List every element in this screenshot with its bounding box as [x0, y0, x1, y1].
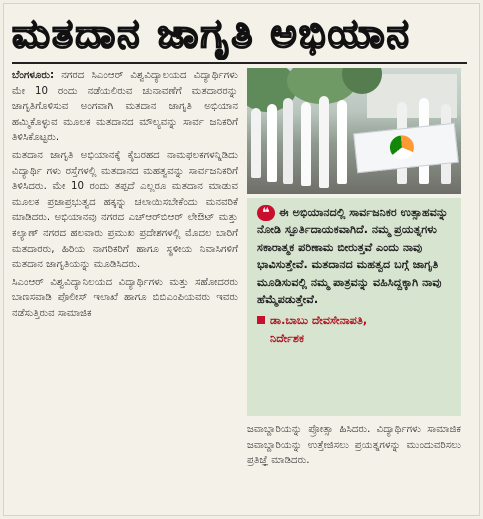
article-paragraph-3: ಸಿಎಂಆರ್ ವಿಶ್ವವಿದ್ಯಾನಿಲಯದ ವಿದ್ಯಾರ್ಥಿಗಳು ಮತ್ತು ಸಹೋದರರು ಬಾಣಸವಾಡಿ ಪೊಲೀಸ್ ಇಲಾಖೆ ಹಾಗೂ ಬಿಬಿಎಂಪಿಯವರು ಇವರು ನಡೆಸುತ್ತಿರುವ ಸಾಮಾಜಿಕ [12, 276, 238, 319]
continuation-text: ಜವಾಬ್ದಾರಿಯನ್ನು ಪ್ರೋತ್ಸಾ ಹಿಸಿದರು. ವಿದ್ಯಾರ್ಥಿಗಳು ಸಾಮಾಜಿಕ ಜವಾಬ್ದಾರಿಯನ್ನು ಉತ್ತೇಜಿಸಲು ಪ್ರಯತ್ನಗಳನ್ನು ಮುಂದುವರಿಸಲು ಪ್ರತಿಜ್ಞೆ ಮಾಡಿದರು. [247, 424, 461, 467]
news-photo-rally [247, 68, 461, 194]
attribution-role: ನಿರ್ದೇಶಕ [270, 331, 305, 345]
photo-person [319, 96, 329, 188]
quote-mark-icon: ❝ [257, 205, 275, 221]
pull-quote-text: ಈ ಅಭಿಯಾನದಲ್ಲಿ ಸಾರ್ವಜನಿಕರ ಉತ್ಸಾಹವನ್ನು ನೋಡಿ ಸ್ಪೂರ್ತಿದಾಯಕವಾಗಿದೆ. ನಮ್ಮ ಪ್ರಯತ್ನಗಳು ಸಕಾರಾತ್ಮಕ ಪರಿಣಾಮ ಬೀರುತ್ತವೆ ಎಂದು ನಾವು ಭಾವಿಸುತ್ತೇವೆ. ಮತದಾನದ ಮಹತ್ವದ ಬಗ್ಗೆ ಜಾಗೃತಿ ಮೂಡಿಸುವಲ್ಲಿ ನಮ್ಮ ಪಾತ್ರವನ್ನು ವಹಿಸಿದ್ದಕ್ಕಾಗಿ ನಾವು ಹೆಮ್ಮೆಪಡುತ್ತೇವೆ. [257, 206, 449, 307]
pull-quote-box [247, 198, 461, 416]
article-paragraph-2: ಮತದಾನ ಜಾಗೃತಿ ಅಭಿಯಾನಕ್ಕೆ ಕೈಬರಹದ ನಾಮಫಲಕಗಳನ್ನಿಡಿದು ವಿದ್ಯಾರ್ಥಿ ಗಳು ರಸ್ತೆಗಳಲ್ಲಿ ಮತದಾನದ ಮಹತ್ವವನ್ನು ಸಾರ್ವಜನಿಕರಿಗೆ ತಿಳಿಸಿದರು. ಮೇ 10 ರಂದು ತಪ್ಪದೆ ಎಲ್ಲರೂ ಮತದಾನ ಮಾಡುವ ಮೂಲಕ ಪ್ರಜಾಪ್ರಭುತ್ವದ ಹಕ್ಕನ್ನು ಚಲಾಯಿಸಬೇಕೆಂದು ಮನವರಿಕೆ ಮಾಡಿದರು. ಅಭಿಯಾನವು ನಗರದ ಎಚ್‌ಆರ್‌ಬಿಆರ್ ಲೇಔಟ್ ಮತ್ತು ಕಲ್ಯಾಣ್ ನಗರದ ಹಲವಾರು ಪ್ರಮುಖ ಪ್ರದೇಶಗಳಲ್ಲಿ ಮೊದಲ ಬಾರಿಗೆ ಮತದಾರರು, ಹಿರಿಯ ನಾಗರಿಕರಿಗೆ ಹಾಗೂ ಸ್ಥಳೀಯ ನಿವಾಸಿಗಳಿಗೆ ಮತದಾನ ಜಾಗೃತಿಯನ್ನು ಮೂಡಿಸಿದರು. [12, 149, 238, 271]
photo-person [301, 102, 311, 186]
quote-attribution [257, 312, 453, 347]
article-continuation [247, 422, 461, 510]
photo-person [283, 98, 293, 184]
headline: ಮತದಾನ ಜಾಗೃತಿ ಅಭಿಯಾನ [12, 11, 411, 57]
dateline: ಬೆಂಗಳೂರು: [12, 70, 55, 81]
banner-emblem-icon [389, 134, 415, 160]
attribution-bullet-icon [257, 316, 265, 324]
attribution-name: ಡಾ.ಬಾಬು ದೇವಸೇನಾಪತಿ, [270, 314, 368, 328]
photo-person [251, 108, 261, 178]
paragraph-text: ನಗರದ ಸಿಎಂಆರ್ ವಿಶ್ವವಿದ್ಯಾಲಯದ ವಿದ್ಯಾರ್ಥಿಗಳು ಮೇ 10 ರಂದು ನಡೆಯಲಿರುವ ಚುನಾವಣೆಗೆ ಮತದಾರರನ್ನು ಜಾಗೃತಿಗೊಳಿಸುವ ಅಂಗವಾಗಿ ಮತದಾನ ಜಾಗೃತಿ ಅಭಿಯಾನ ಹಮ್ಮಿಕೊಳ್ಳುವ ಮೂಲಕ ಮತದಾನದ ಮೌಲ್ಯವನ್ನು ಸಾರ್ವ ಜನಿಕರಿಗೆ ತಿಳಿಸಿಕೊಟ್ಟರು. [12, 70, 238, 144]
article-body-left-column [12, 68, 238, 508]
article-paragraph-1 [12, 68, 238, 146]
headline-rule [12, 62, 467, 64]
photo-person [267, 104, 277, 182]
photo-person [337, 100, 347, 184]
